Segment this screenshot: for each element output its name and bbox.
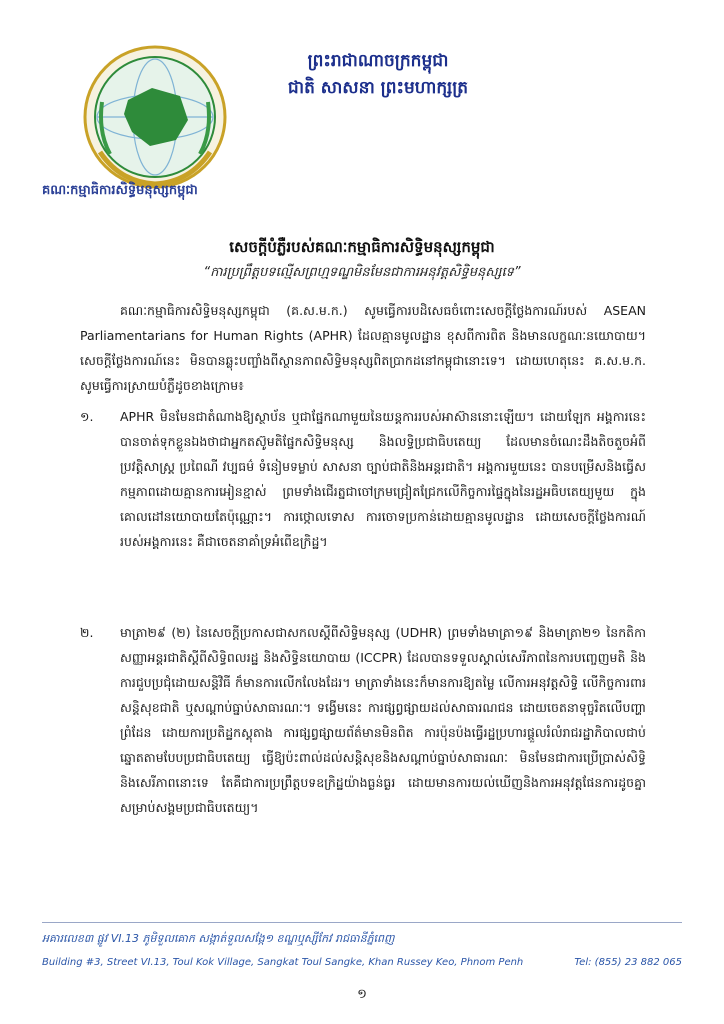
national-header xyxy=(248,48,508,102)
motto-line: ជាតិ សាសនា ព្រះមហាក្សត្រ xyxy=(287,78,469,98)
footer-telephone: Tel: (855) 23 882 065 xyxy=(574,957,682,968)
document-subtitle: “ការប្រព្រឹត្តបទល្មើសព្រហ្មទណ្ឌមិនមែនជាការអនុវត្តសិទ្ធិមនុស្សទេ” xyxy=(203,265,521,280)
footer-address-english: Building #3, Street VI.13, Toul Kok Village, Sangkat Toul Sangke, Khan Russey Keo, Phnom Penh xyxy=(42,957,524,968)
intro-paragraph: គណៈកម្មាធិការសិទ្ធិមនុស្សកម្ពុជា (គ.ស.ម.ក.) សូមធ្វើការបដិសេធចំពោះសេចក្តីថ្លែងការណ៍របស់ ASEAN Parliamentarians for Human Rights (APHR) ដែលគ្មានមូលដ្ឋាន ខុសពីការពិត និងមានលក្ខណៈនយោបាយ។ សេចក្តីថ្លែងការណ៍នេះ មិនបានឆ្លុះបញ្ចាំងពីស្ថានភាពសិទ្ធិមនុស្សពិតប្រាកដនៅកម្ពុជានោះទេ។ ដោយហេតុនេះ គ.ស.ម.ក. សូមធ្វើការស្រាយបំភ្លឺដូចខាងក្រោម៖ xyxy=(80,303,646,393)
list-item-text: មាត្រា២៩ (២) នៃសេចក្តីប្រកាសជាសកលស្តីពីសិទ្ធិមនុស្ស (UDHR) ព្រមទាំងមាត្រា១៩ និងមាត្រា២១ នៃកតិកាសញ្ញាអន្តរជាតិស្តីពីសិទ្ធិពលរដ្ឋ និងសិទ្ធិនយោបាយ (ICCPR) ដែលបានទទួលស្គាល់សេរីភាពនៃការបញ្ចេញមតិ និងការជួបប្រជុំដោយសន្តិវិធី ក៏មានការលើកលែងដែរ។ មាត្រាទាំងនេះក៏មានការឱ្យតម្លៃ លើការអនុវត្តសិទ្ធិ លើកិច្ចការពារសន្តិសុខជាតិ ឬសណ្តាប់ធ្នាប់សាធារណៈ។ ទង្វើមនេះ ការផ្សព្វផ្សាយដល់សាធារណជន ដោយចេតនាទុច្ចរិតលើបញ្ហាព្រំដែន ដោយការប្រតិដ្ឋកស្តុតាង ការផ្សព្វផ្សាយព័ត៌មានមិនពិត ការប៉ុនប៉ងធ្វើរដ្ឋប្រហារផ្តួលរំលំរាជរដ្ឋាភិបាលជាប់ឆ្នោតតាមបែបប្រជាធិបតេយ្យ ធ្វើឱ្យប៉ះពាល់ដល់សន្តិសុខនិងសណ្តាប់ធ្នាប់សាធារណៈ មិនមែនជាការប្រើប្រាស់សិទ្ធិនិងសេរីភាពនោះទេ តែគឺជាការប្រព្រឹត្តបទឧក្រិដ្ឋយ៉ាងធ្ងន់ធ្ងរ ដោយមានការយល់ឃើញនិងការអនុវត្តផែនការដូចគ្នា សម្រាប់សង្គមប្រជាធិបតេយ្យ។ xyxy=(120,625,646,815)
commission-logo xyxy=(80,42,230,192)
kingdom-line: ព្រះរាជាណាចក្រកម្ពុជា xyxy=(307,51,449,71)
document-title: សេចក្តីបំភ្លឺរបស់គណៈកម្មាធិការសិទ្ធិមនុស្សកម្ពុជា xyxy=(229,238,495,256)
list-item-number: ១. xyxy=(80,409,94,424)
footer-address-khmer: អគារលេខ៣ ផ្លូវ VI.13 ភូមិទួលគោក សង្កាត់ទួលសង្កែ១ ខណ្ឌឬស្សីកែវ រាជធានីភ្នំពេញ xyxy=(42,932,395,945)
page-number: ១ xyxy=(357,987,367,1002)
document-title-block xyxy=(60,238,664,283)
list-item-text: APHR មិនមែនជាតំណាងឱ្យស្ថាប័ន ឬជាផ្នែកណាមួយនៃយន្តការរបស់អាស៊ាននោះឡើយ។ ដោយឡែក អង្គការនេះ បានចាត់ទុកខ្លួនឯងថាជាអ្នកតស៊ូមតិផ្នែកសិទ្ធិមនុស្ស និងលទ្ធិប្រជាធិបតេយ្យ ដែលមានចំណេះដឹងតិចតួចអំពីប្រវត្តិសាស្ត្រ ប្រពៃណី វប្បធម៌ ទំនៀមទម្លាប់ សាសនា ច្បាប់ជាតិនិងអន្តរជាតិ។ អង្គការមួយនេះ បានបម្រើសនិងធ្វើសកម្មភាពដោយគ្មានការអៀនខ្មាស់ ព្រមទាំងជើរត្នជាចៅក្រមជ្រៀតជ្រែកលើកិច្ចការផ្ទៃក្នុងនៃរដ្ឋអធិបតេយ្យមួយ ក្នុងគោលដៅនយោបាយតែប៉ុណ្ណោះ។ ការថ្កោលទោស ការចោទប្រកាន់ដោយគ្មានមូលដ្ឋាន ដោយសេចក្តីថ្លែងការណ៍របស់អង្គការនេះ គឺជាចេតនាគាំទ្រអំពើឧក្រិដ្ឋ។ xyxy=(120,409,646,549)
footer-divider xyxy=(42,922,682,923)
organization-name: គណៈកម្មាធិការសិទ្ធិមនុស្សកម្ពុជា xyxy=(42,183,198,198)
list-item xyxy=(80,404,646,554)
list-item xyxy=(80,620,646,820)
list-item-number: ២. xyxy=(80,625,94,640)
